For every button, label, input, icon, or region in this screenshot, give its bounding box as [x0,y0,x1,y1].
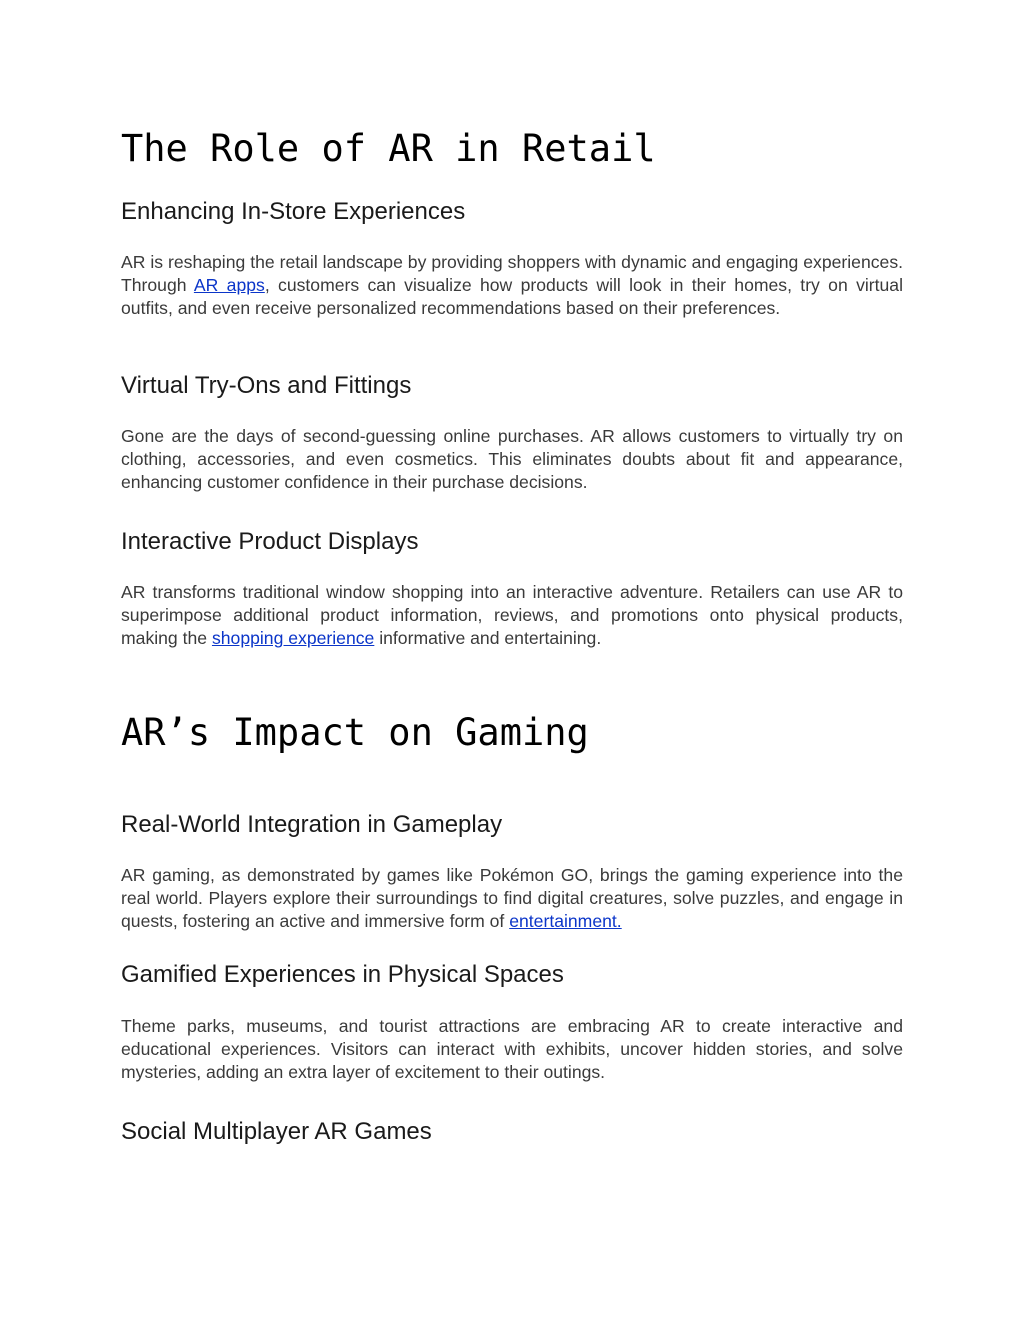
heading-gamified-experiences: Gamified Experiences in Physical Spaces [121,961,564,988]
paragraph-gamified-experiences: Theme parks, museums, and tourist attractions are embracing AR to create interactive and educational experiences. Visitors can interact with exhibits, uncover hidden stories, and solve mysteries, adding an extra layer of excitement to their outings. [121,1016,903,1083]
paragraph-text: AR gaming, as demonstrated by games like Pokémon GO, brings the gaming experience into the real world. Players explore their surroundings to find digital creatures, solve puzzles, and engage in quests, fostering an active and immersive form of [121,865,903,932]
heading-real-world-integration: Real-World Integration in Gameplay [121,811,503,838]
section-title-gaming: AR’s Impact on Gaming [121,711,589,754]
paragraph-real-world-integration [121,864,903,934]
entertainment-link[interactable]: entertainment. [509,911,622,932]
paragraph-virtual-try-ons: Gone are the days of second-guessing online purchases. AR allows customers to virtually try on clothing, accessories, and even cosmetics. This eliminates doubts about fit and appearance, enhancing customer confidence in their purchase decisions. [121,426,903,493]
paragraph-enhancing-in-store [121,251,903,321]
paragraph-text: AR transforms traditional window shopping into an interactive adventure. Retailers can use AR to superimpose additional product information, reviews, and promotions onto physical products, making the [121,582,903,649]
shopping-experience-link[interactable]: shopping experience [211,628,375,649]
paragraph-text: informative and entertaining. [374,628,602,649]
heading-social-multiplayer: Social Multiplayer AR Games [121,1118,432,1145]
heading-interactive-displays: Interactive Product Displays [121,528,419,555]
heading-virtual-try-ons: Virtual Try-Ons and Fittings [121,372,412,399]
paragraph-text: AR is reshaping the retail landscape by providing shoppers with dynamic and engaging experiences. Through [121,252,903,296]
section-title-retail: The Role of AR in Retail [121,127,656,170]
paragraph-interactive-displays [121,581,903,651]
ar-apps-link[interactable]: AR apps [193,275,265,296]
paragraph-text: , customers can visualize how products will look in their homes, try on virtual outfits, and even receive personalized recommendations based on their preferences. [121,275,903,319]
heading-enhancing-in-store: Enhancing In-Store Experiences [121,198,466,225]
